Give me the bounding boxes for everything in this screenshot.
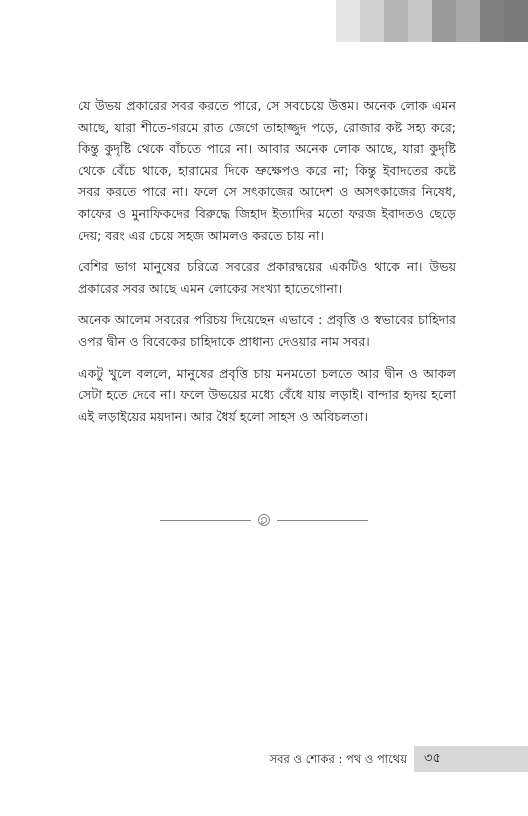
divider-line-left [160,520,251,521]
paragraph-3: অনেক আলেম সবরের পরিচয় দিয়েছেন এভাবে : প্রবৃত্তি ও স্বভাবের চাহিদার ওপর দ্বীন ও বিবেকের চাহিদাকে প্রাধান্য দেওয়ার নাম সবর। [78,312,456,349]
header-bar-2 [360,0,384,42]
page-number: ৩৫ [424,751,441,766]
header-bar-6 [456,0,480,42]
header-bar-1 [336,0,360,42]
header-bar-7 [480,0,504,42]
divider-line-right [277,520,368,521]
page-body [78,95,456,437]
paragraph-4: একটু খুলে বললে, মানুষের প্রবৃত্তি চায় মনমতো চলতে আর দ্বীন ও আকল সেটা হতে দেবে না। ফলে উভয়ের মধ্যে বেঁধে যায় লড়াই। বান্দার হৃদয় হলো এই লড়াইয়ের ময়দান। আর ধৈর্য হলো সাহস ও অবিচলতা। [78,365,456,424]
header-decoration [336,0,528,42]
paragraph-2: বেশির ভাগ মানুষের চরিত্রে সবরের প্রকারদ্বয়ের একটিও থাকে না। উভয় প্রকারের সবর আছে এমন লোকের সংখ্যা হাতেগোনা। [78,259,456,296]
header-bar-8 [504,0,528,42]
running-footer-title: সবর ও শোকর : পথ ও পাথেয় [269,752,407,766]
header-bar-3 [384,0,408,42]
header-bar-5 [432,0,456,42]
swirl-divider-icon [251,513,277,527]
paragraph-1: যে উভয় প্রকারের সবর করতে পারে, সে সবচেয়ে উত্তম। অনেক লোক এমন আছে, যারা শীতে-গরমে রাত জেগে তাহাজ্জুদ পড়ে, রোজার কষ্ট সহ্য করে; কিন্তু কুদৃষ্টি থেকে বাঁচতে পারে না। আবার অনেক লোক আছে, যারা কুদৃষ্টি থেকে বেঁচে থাকে, হারামের দিকে ভ্রুক্ষেপও করে না; কিন্তু ইবাদতের কষ্টে সবর করতে পারে না। ফলে সে সৎকাজের আদেশ ও অসৎকাজের নিষেধ, কাফের ও মুনাফিকদের বিরুদ্ধে জিহাদ ইত্যাদির মতো ফরজ ইবাদতও ছেড়ে দেয়; বরং এর চেয়ে সহজ আমলও করতে চায় না। [78,98,456,243]
section-divider [160,513,368,527]
page-number-tab [414,746,528,772]
header-bar-4 [408,0,432,42]
